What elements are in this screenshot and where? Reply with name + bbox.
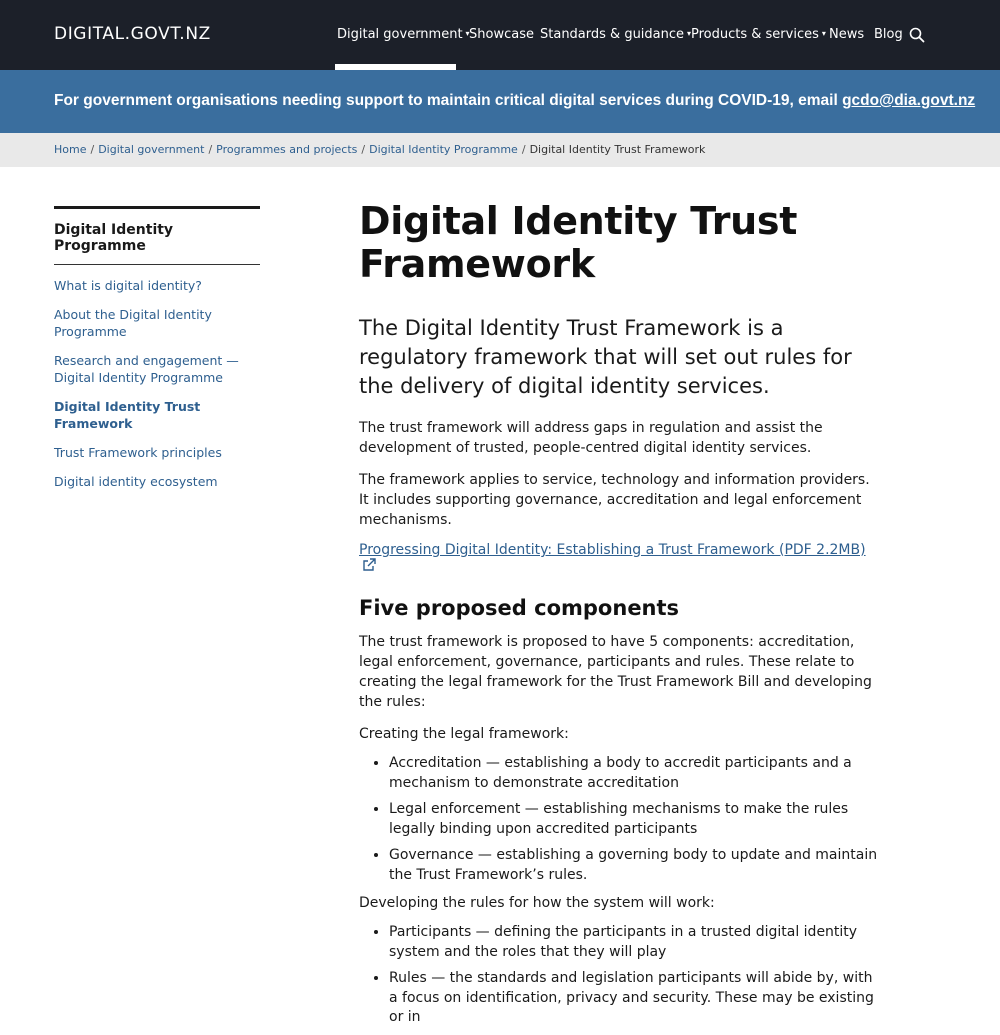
banner-message [54, 92, 975, 110]
main-content [359, 200, 879, 1035]
lead-paragraph: The Digital Identity Trust Framework is a regulatory framework that will set out rules for the delivery of digital identity services. [359, 316, 852, 398]
nav-label: News [829, 27, 865, 42]
banner-email-link[interactable]: gcdo@dia.govt.nz [842, 92, 976, 109]
breadcrumb-current: Digital Identity Trust Framework [529, 143, 706, 156]
body-paragraph: The framework applies to service, technology and information providers. It includes supporting governance, accreditation and legal enforcement mechanisms. [359, 472, 870, 528]
sidebar-item-digital-identity-ecosystem[interactable]: Digital identity ecosystem [54, 474, 218, 489]
sidebar-item-trust-framework-principles[interactable]: Trust Framework principles [54, 445, 222, 460]
site-header [0, 0, 1000, 70]
external-link-icon [362, 558, 376, 572]
sidebar-item-what-is-digital-identity[interactable]: What is digital identity? [54, 278, 202, 293]
nav-news[interactable] [829, 27, 864, 42]
list-intro: Creating the legal framework: [359, 726, 569, 742]
breadcrumb-separator: / [361, 143, 366, 156]
list-item: • Participants — defining the participants in a trusted digital identity system and the roles that they will play [389, 923, 879, 962]
section-heading: Five proposed components [359, 596, 680, 620]
nav-standards-guidance[interactable] [540, 27, 691, 42]
sidebar-heading[interactable]: Digital Identity Programme [54, 209, 260, 265]
nav-products-services[interactable] [691, 27, 826, 42]
covid-banner [0, 70, 1000, 133]
nav-digital-government[interactable] [337, 27, 470, 42]
nav-label: Showcase [469, 27, 534, 42]
sidebar-item-trust-framework[interactable]: Digital Identity Trust Framework [54, 399, 201, 431]
nav-label: Standards & guidance [540, 27, 685, 42]
list-item: • Legal enforcement — establishing mechanisms to make the rules legally binding upon accredited participants [389, 800, 879, 839]
legal-framework-list [359, 754, 879, 885]
pdf-link-label: Progressing Digital Identity: Establishing a Trust Framework (PDF 2.2MB) [359, 542, 866, 558]
sidebar-list [54, 265, 260, 490]
caret-down-icon: ▾ [821, 29, 826, 38]
breadcrumb-separator: / [521, 143, 526, 156]
nav-label: Blog [874, 27, 903, 42]
caret-down-icon: ▾ [465, 29, 470, 38]
breadcrumb-home[interactable]: Home [54, 143, 87, 156]
pdf-download-link[interactable] [359, 542, 879, 574]
body-paragraph: The trust framework will address gaps in regulation and assist the development of trusted, people-centred digital identity services. [359, 420, 823, 456]
breadcrumb-digital-government[interactable]: Digital government [98, 143, 205, 156]
breadcrumb-bar [0, 133, 1000, 167]
sidebar-nav [54, 206, 260, 502]
nav-label: Products & services [691, 27, 819, 42]
nav-label: Digital government [337, 27, 463, 42]
breadcrumb-digital-identity-programme[interactable]: Digital Identity Programme [369, 143, 518, 156]
sidebar-item-about-programme[interactable]: About the Digital Identity Programme [54, 307, 212, 339]
list-item: • Rules — the standards and legislation participants will abide by, with a focus on identification, privacy and security. These may be existing or in [389, 969, 879, 1028]
main-nav [0, 0, 1000, 70]
caret-down-icon: ▾ [687, 29, 692, 38]
rules-list [359, 923, 879, 1028]
breadcrumb-separator: / [208, 143, 213, 156]
nav-showcase[interactable] [469, 27, 534, 42]
list-item: • Governance — establishing a governing body to update and maintain the Trust Framework’s rules. [389, 846, 879, 885]
site-logo[interactable]: DIGITAL.GOVT.NZ [54, 24, 211, 44]
sidebar-item-research-engagement[interactable]: Research and engagement — Digital Identity Programme [54, 353, 239, 385]
breadcrumb [54, 143, 705, 156]
nav-blog[interactable] [874, 27, 903, 42]
banner-text: For government organisations needing support to maintain critical digital services during COVID-19, email [54, 92, 843, 109]
breadcrumb-programmes-projects[interactable]: Programmes and projects [216, 143, 358, 156]
breadcrumb-separator: / [90, 143, 95, 156]
body-paragraph: The trust framework is proposed to have 5 components: accreditation, legal enforcement, governance, participants and rules. These relate to creating the legal framework for the Trust Framework Bill and developing the rules: [359, 634, 872, 710]
list-intro: Developing the rules for how the system will work: [359, 895, 715, 911]
page-title: Digital Identity Trust Framework [359, 199, 798, 286]
search-icon[interactable] [909, 27, 925, 43]
list-item: • Accreditation — establishing a body to accredit participants and a mechanism to demonstrate accreditation [389, 754, 879, 793]
